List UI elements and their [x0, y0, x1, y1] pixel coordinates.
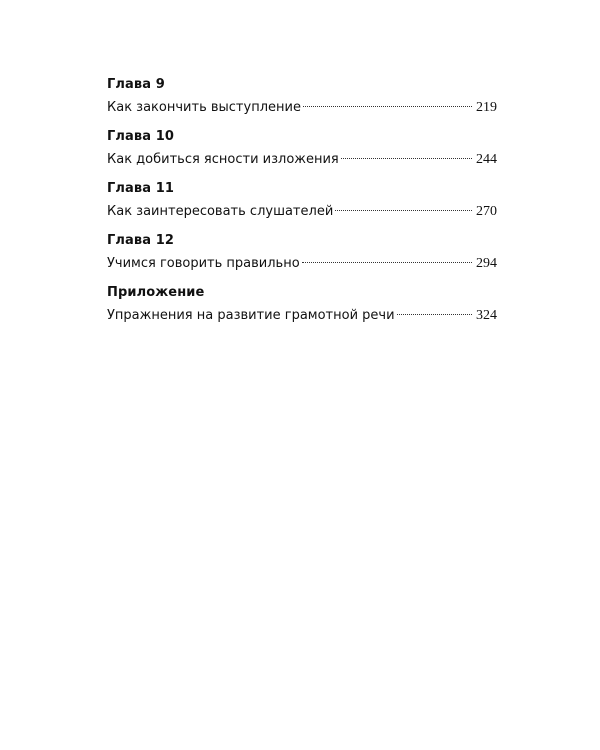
dot-leader — [335, 210, 472, 211]
toc-entry-title: Как закончить выступление — [107, 100, 301, 115]
chapter-heading: Глава 11 — [107, 181, 174, 196]
toc-entry-title: Как заинтересовать слушателей — [107, 204, 334, 219]
toc-entry[interactable] — [107, 98, 497, 117]
toc-page-number: 270 — [476, 204, 497, 219]
toc-section-appendix — [107, 284, 497, 325]
toc-entry[interactable] — [107, 150, 497, 169]
toc-section-chapter-10 — [107, 128, 497, 169]
chapter-heading: Глава 12 — [107, 233, 174, 248]
toc-entry[interactable] — [107, 254, 497, 273]
toc-section-chapter-12 — [107, 232, 497, 273]
chapter-heading: Глава 10 — [107, 129, 174, 144]
chapter-heading: Глава 9 — [107, 77, 165, 92]
toc-section-chapter-11 — [107, 180, 497, 221]
dot-leader — [302, 262, 472, 263]
toc-entry[interactable] — [107, 202, 497, 221]
dot-leader — [303, 106, 472, 107]
chapter-heading: Приложение — [107, 285, 205, 300]
toc-entry[interactable] — [107, 306, 497, 325]
toc-entry-title: Учимся говорить правильно — [107, 256, 300, 271]
toc-entry-title: Как добиться ясности изложения — [107, 152, 339, 167]
toc-page-number: 244 — [476, 152, 497, 167]
dot-leader — [341, 158, 472, 159]
toc-entry-title: Упражнения на развитие грамотной речи — [107, 308, 395, 323]
table-of-contents — [107, 76, 497, 336]
dot-leader — [397, 314, 472, 315]
toc-section-chapter-9 — [107, 76, 497, 117]
toc-page-number: 324 — [476, 308, 497, 323]
toc-page-number: 294 — [476, 256, 497, 271]
toc-page-number: 219 — [476, 100, 497, 115]
